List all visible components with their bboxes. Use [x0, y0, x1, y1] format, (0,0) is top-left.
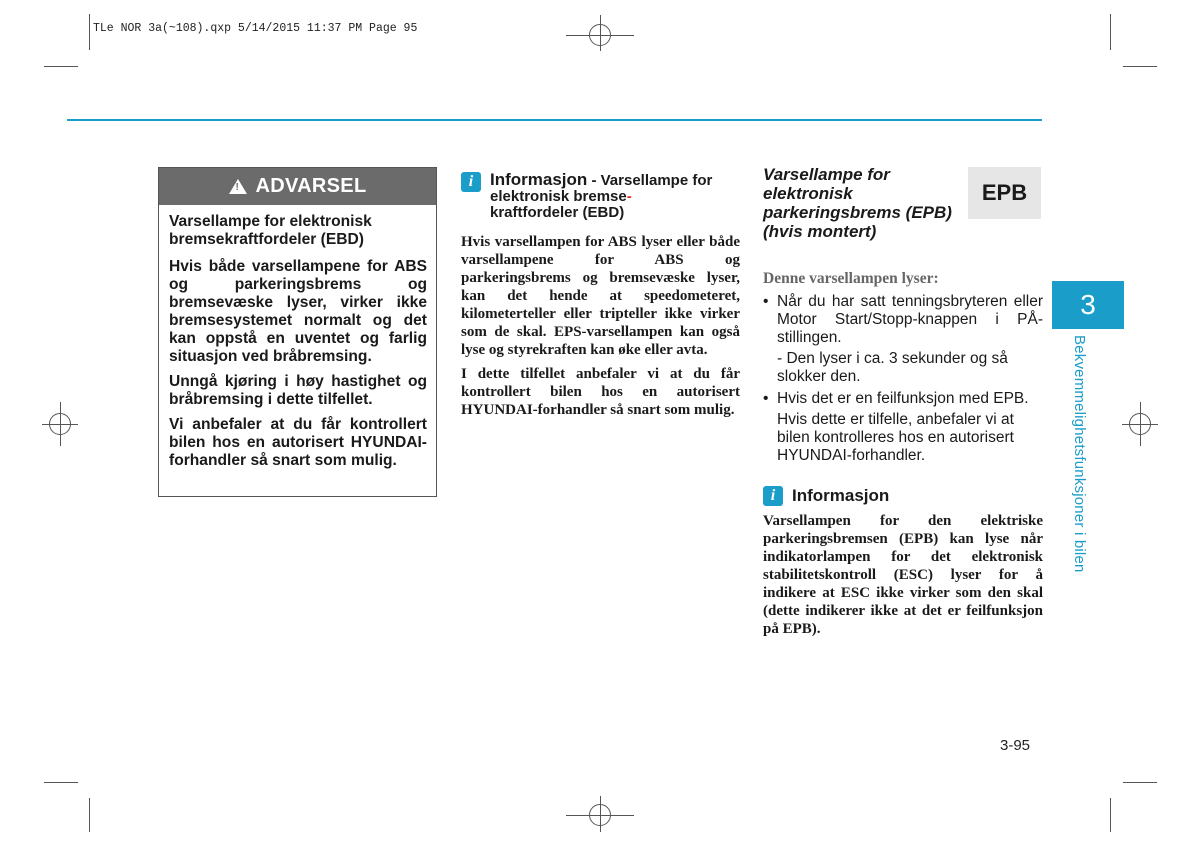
- warning-header: [159, 168, 436, 205]
- info-icon: i: [763, 486, 783, 506]
- lights-heading: Denne varsellampen lyser:: [763, 270, 939, 287]
- info-ebd-section: [461, 170, 740, 418]
- info-epb-header: [763, 486, 1043, 506]
- warning-paragraph: Unngå kjøring i høy hastighet og bråbremsing i dette tilfellet.: [169, 373, 427, 408]
- page-number: 3-95: [1000, 737, 1031, 754]
- warning-label: ADVARSEL: [255, 175, 367, 197]
- info-epb-title: Informasjon: [792, 486, 890, 505]
- list-item: • Hvis det er en feilfunksjon med EPB.: [763, 390, 1043, 408]
- crop-mark: [1110, 798, 1111, 832]
- warning-paragraph: Vi anbefaler at du får kontrollert bilen hos en autorisert HYUNDAI- forhandler så snart som mulig.: [169, 416, 427, 469]
- epb-title: Varsellampe for elektronisk parkeringsbrems (EPB) (hvis montert): [763, 165, 952, 241]
- info-ebd-paragraph: Hvis varsellampen for ABS lyser eller både varsellampene for ABS og parkeringsbrems og bremsevæske lyser, kan det hende at speedometeret, kilometerteller eller tripteller ikke virker som de skal. EPS-varsellampen kan også lyse og styrekraften kan øke eller avta.: [461, 234, 740, 358]
- info-ebd-paragraph: I dette tilfellet anbefaler vi at du får kontrollert bilen hos en autorisert HYUNDAI-forhandler så snart som mulig.: [461, 366, 740, 418]
- epb-section: [763, 165, 1043, 638]
- info-epb-body: Varsellampen for den elektriske parkeringsbremsen (EPB) kan lyse når indikatorlampen for det elektronisk stabilitetskontroll (ESC) lyser for å indikere at ESC ikke virker som den skal (dette indikerer ikke at det er feilfunksjon på EPB).: [763, 513, 1043, 637]
- crop-mark: [44, 66, 78, 67]
- crop-mark: [44, 782, 78, 783]
- crop-mark: [1123, 782, 1157, 783]
- crop-mark: [1123, 66, 1157, 67]
- info-icon: i: [461, 172, 481, 192]
- epb-badge: EPB: [968, 167, 1041, 219]
- crop-mark: [89, 798, 90, 832]
- warning-paragraph: Hvis både varsellampene for ABS og parkeringsbrems og bremsevæske lyser, virker ikke bremsesystemet normalt og det kan oppstå en uventet og farlig situasjon ved bråbremsing.: [169, 258, 427, 365]
- chapter-tab: 3: [1052, 281, 1124, 329]
- info-ebd-title: Informasjon - Varsellampe for elektronisk bremse- kraftfordeler (EBD): [490, 170, 713, 221]
- warning-box: [158, 167, 437, 497]
- list-subitem: - Den lyser i ca. 3 sekunder og så slokker den.: [777, 350, 1008, 385]
- warning-title: Varsellampe for elektronisk bremsekraftfordeler (EBD): [169, 213, 372, 248]
- crop-mark: [1110, 14, 1111, 50]
- crop-mark: [89, 14, 90, 50]
- list-item: • Når du har satt tenningsbryteren eller Motor Start/Stopp-knappen i PÅ- stillingen.: [763, 293, 1043, 347]
- print-header: TLe NOR 3a(~108).qxp 5/14/2015 11:37 PM Page 95: [93, 22, 418, 35]
- warning-triangle-icon: !: [229, 179, 247, 194]
- list-subitem: Hvis dette er tilfelle, anbefaler vi at bilen kontrolleres hos en autorisert HYUNDAI-forhandler.: [777, 411, 1014, 464]
- header-rule: [67, 119, 1042, 121]
- chapter-title: Bekvemmelighetsfunksjoner i bilen: [1071, 335, 1088, 573]
